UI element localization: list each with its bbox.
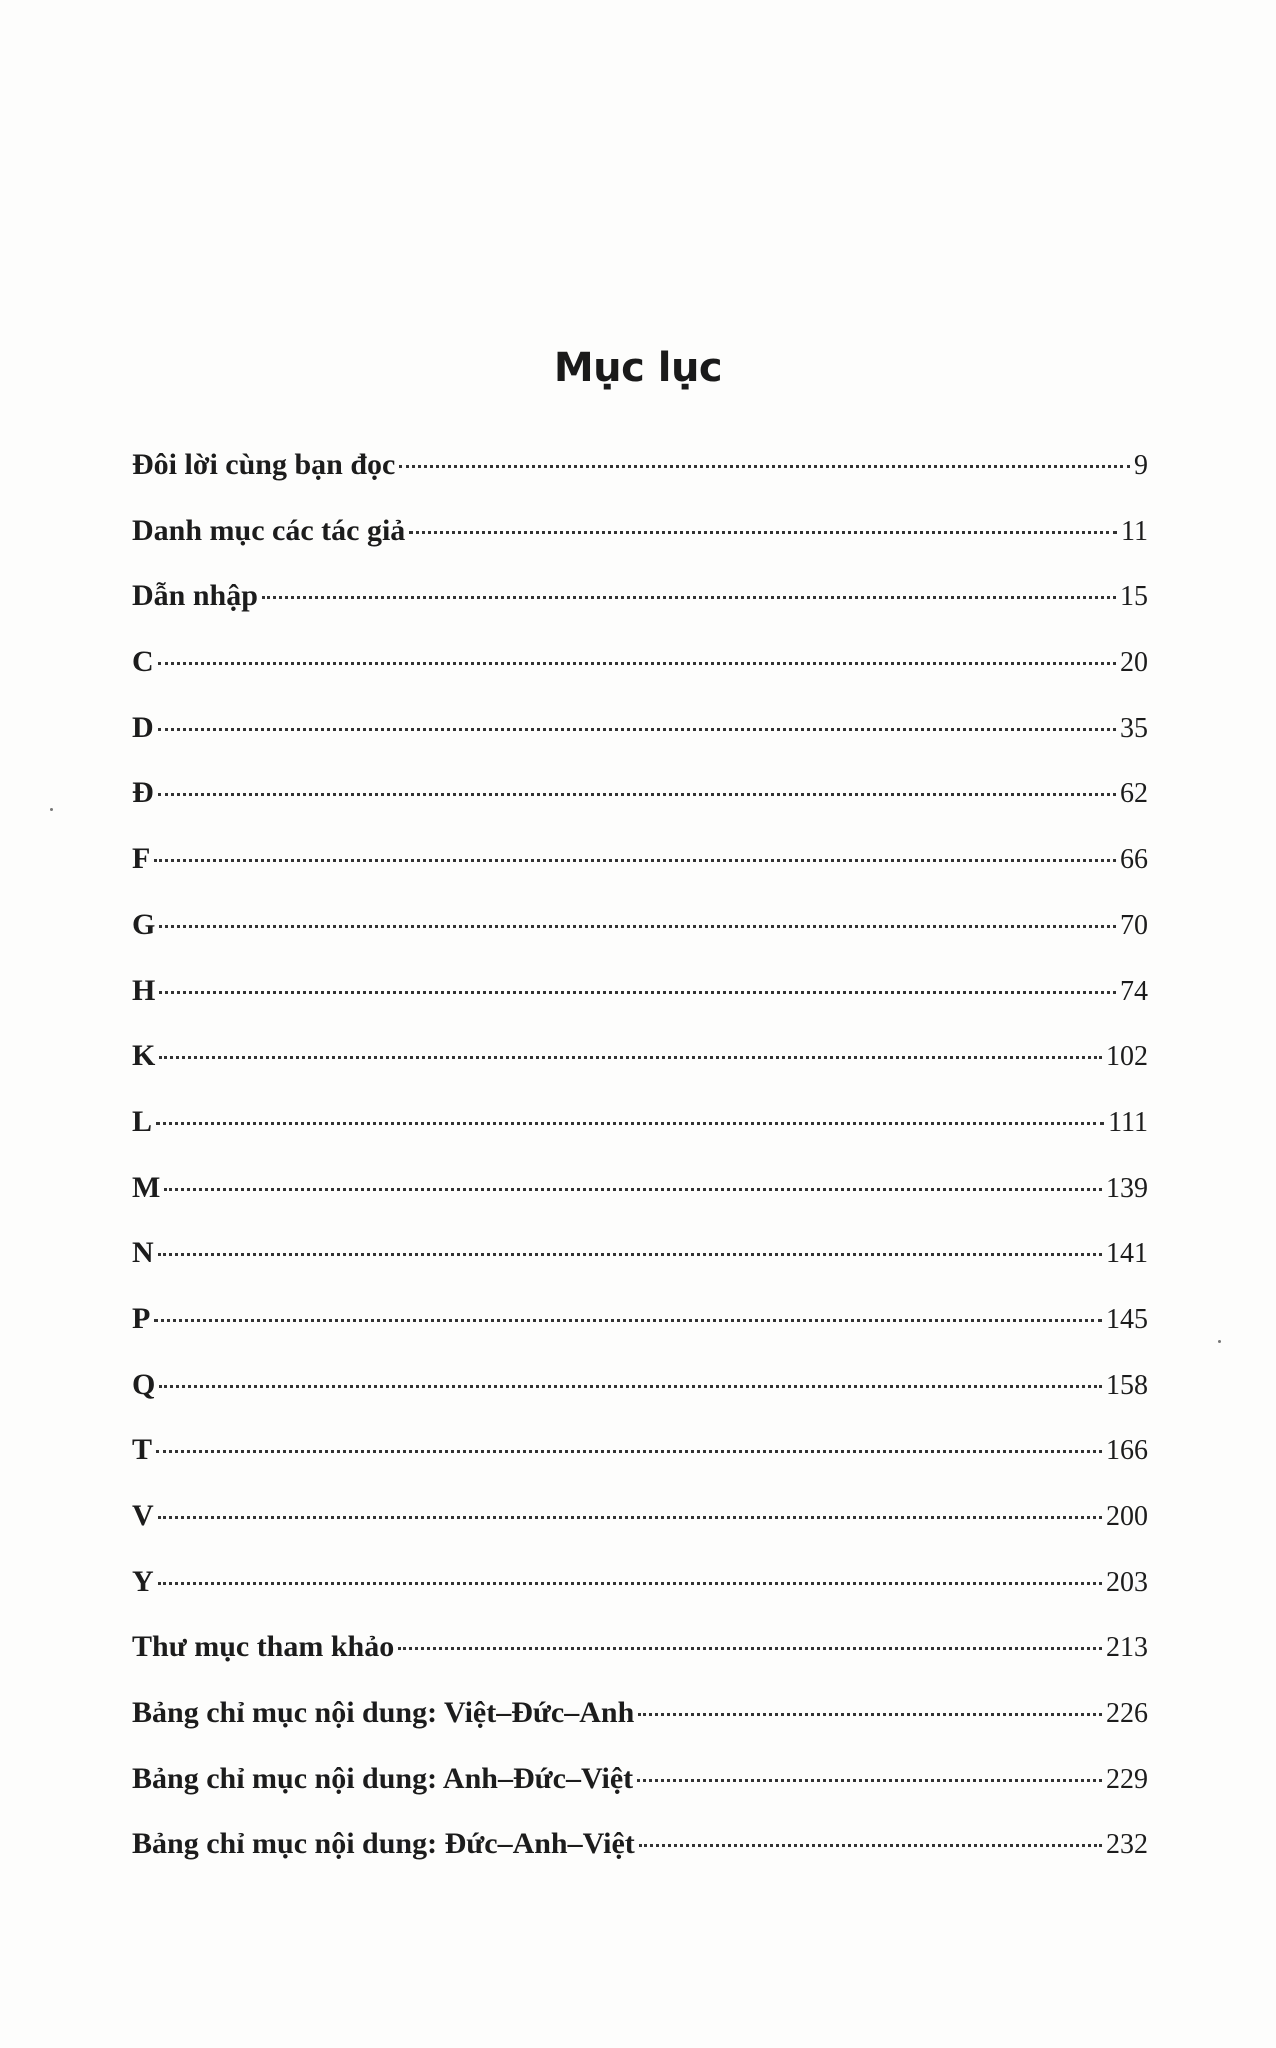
toc-entry-label: Thư mục tham khảo: [132, 1630, 395, 1664]
toc-entry: [132, 1302, 1148, 1368]
dot-leader: [159, 1056, 1102, 1059]
toc-entry: [132, 1827, 1148, 1893]
dot-leader: [409, 531, 1117, 534]
toc-entry: [132, 514, 1148, 580]
toc-page-number: 20: [1120, 647, 1148, 679]
toc-entry-label: Y: [132, 1564, 154, 1598]
toc-entry: [132, 1696, 1148, 1762]
toc-entry-label: Q: [132, 1367, 156, 1401]
dot-leader: [262, 596, 1116, 599]
toc-entry-label: V: [132, 1499, 154, 1532]
dot-leader: [399, 465, 1130, 468]
toc-entry: [132, 1630, 1148, 1696]
toc-entry-label: Danh mục các tác giả: [132, 513, 406, 547]
toc-entry-label: Đôi lời cùng bạn đọc: [132, 448, 396, 481]
toc-entry-label: Dẫn nhập: [132, 579, 258, 613]
toc-page-number: 35: [1120, 712, 1148, 744]
toc-entry: [132, 1105, 1148, 1171]
toc-entry: [132, 1039, 1148, 1105]
toc-entry-label: Bảng chỉ mục nội dung: Việt–Đức–Anh: [132, 1696, 635, 1730]
dot-leader: [158, 1516, 1102, 1519]
toc-entry: [132, 1433, 1148, 1499]
dot-leader: [164, 1188, 1102, 1191]
toc-page-number: 213: [1106, 1632, 1148, 1664]
toc-page-number: 66: [1120, 844, 1148, 876]
toc-entry: [132, 842, 1148, 908]
toc-entry-label: Bảng chỉ mục nội dung: Đức–Anh–Việt: [132, 1827, 635, 1861]
dot-leader: [156, 1122, 1104, 1125]
toc-page-number: 15: [1120, 581, 1148, 613]
toc-entry: [132, 448, 1148, 514]
dot-leader: [637, 1779, 1102, 1782]
toc-page-number: 139: [1106, 1172, 1148, 1204]
toc-entry: [132, 1171, 1148, 1237]
dot-leader: [156, 1450, 1102, 1453]
toc-entry-label: Đ: [132, 776, 154, 810]
toc-entry: [132, 1236, 1148, 1302]
dot-leader: [159, 1385, 1102, 1388]
toc-entry: [132, 1499, 1148, 1565]
dot-leader: [159, 925, 1116, 928]
toc-entry-label: T: [132, 1433, 153, 1467]
paper-speck: [50, 808, 53, 811]
toc-entry-label: M: [132, 1170, 161, 1204]
dot-leader: [154, 1319, 1102, 1322]
toc-page-number: 74: [1120, 975, 1148, 1007]
dot-leader: [158, 1582, 1102, 1585]
dot-leader: [158, 1253, 1102, 1256]
toc-page-number: 11: [1121, 515, 1148, 547]
toc-entry-label: F: [132, 842, 151, 876]
toc-entry: [132, 1368, 1148, 1434]
toc-entry-label: L: [132, 1104, 153, 1138]
table-of-contents: [132, 448, 1148, 1893]
toc-entry-label: P: [132, 1301, 151, 1335]
toc-entry-label: H: [132, 973, 156, 1007]
dot-leader: [158, 662, 1116, 665]
toc-entry-label: Bảng chỉ mục nội dung: Anh–Đức–Việt: [132, 1761, 634, 1795]
toc-page-number: 226: [1106, 1698, 1148, 1730]
toc-entry-label: N: [132, 1236, 154, 1270]
toc-page-number: 203: [1106, 1566, 1148, 1598]
toc-page-number: 200: [1106, 1501, 1148, 1532]
paper-speck: [1218, 1340, 1221, 1343]
toc-entry: [132, 579, 1148, 645]
toc-page-number: 70: [1120, 909, 1148, 941]
toc-page-number: 141: [1106, 1238, 1148, 1270]
toc-entry-label: K: [132, 1039, 156, 1073]
toc-entry-label: G: [132, 907, 156, 941]
dot-leader: [158, 793, 1116, 796]
dot-leader: [638, 1713, 1102, 1716]
toc-page-number: 145: [1106, 1303, 1148, 1335]
toc-entry-label: C: [132, 645, 154, 679]
dot-leader: [154, 859, 1116, 862]
toc-entry-label: D: [132, 710, 154, 744]
toc-page-number: 232: [1106, 1829, 1148, 1861]
toc-entry: [132, 908, 1148, 974]
toc-entry: [132, 711, 1148, 777]
toc-entry: [132, 1565, 1148, 1631]
toc-entry: [132, 974, 1148, 1040]
toc-entry: [132, 645, 1148, 711]
page-title: Mục lục: [553, 344, 723, 391]
toc-page-number: 9: [1134, 450, 1148, 481]
toc-page-number: 102: [1106, 1041, 1148, 1073]
dot-leader: [398, 1647, 1102, 1650]
toc-page-number: 166: [1106, 1435, 1148, 1467]
toc-page-number: 229: [1106, 1763, 1148, 1795]
toc-page-number: 62: [1120, 778, 1148, 810]
toc-page-number: 158: [1106, 1369, 1148, 1401]
dot-leader: [159, 991, 1116, 994]
dot-leader: [158, 728, 1116, 731]
toc-entry: [132, 776, 1148, 842]
toc-entry: [132, 1762, 1148, 1828]
toc-page-number: 111: [1108, 1106, 1148, 1138]
dot-leader: [639, 1844, 1102, 1847]
